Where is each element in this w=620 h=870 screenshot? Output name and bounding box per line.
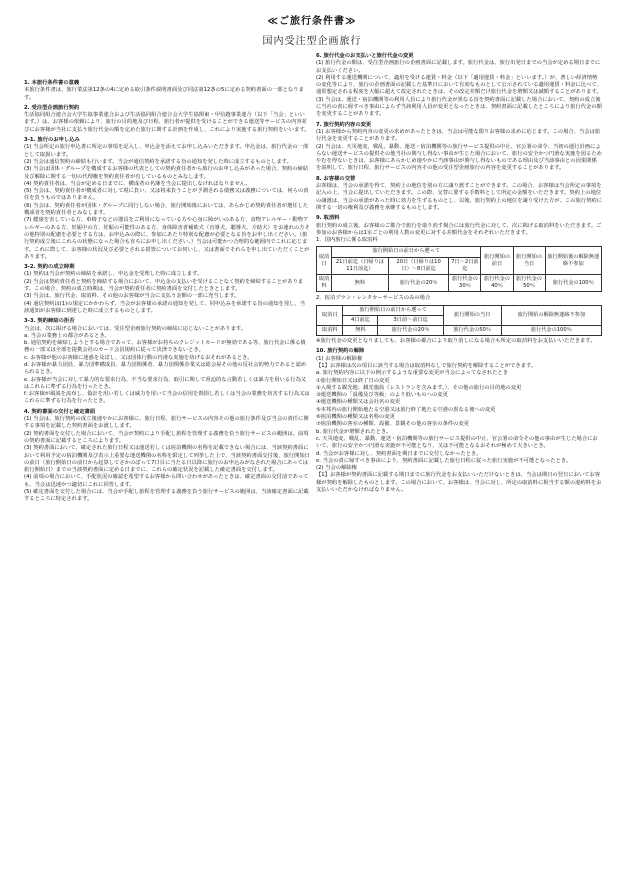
- section-heading: 7. 旅行契約内容の変更: [316, 121, 372, 128]
- paragraph: 1．国内旅行に係る取消料: [316, 237, 378, 244]
- paragraph: (3) 契約書面において、確定された旅行日程又は運送若しくは宿泊機関の名称を記載できない場合には、当該契約書面において利用予定の宿泊機関及び表示上重要な運送機関の名称を限定して列挙した上で、当該契約書面交付後、旅行開始日の前日（旅行開始日の前日から起算してさかのぼって7日目に当たる日以降に旅行のお申込みがなされた場合にあっては旅行開始日）までの当該契約書面に定める日までに、これらの確定状況を記載した確定書面を交付します。: [24, 445, 310, 474]
- paragraph: (1) お客様の解除権: [316, 355, 363, 362]
- table2-fee-cell: 旅行代金の20％: [378, 325, 443, 335]
- table2-col-header: 3日前〜前日迄: [378, 315, 443, 325]
- paragraph: お客様は、当会の承諾を得て、契約上の地位を別の方に譲り渡すことができます。この場合、お客様は当会所定の事項を記入の上、当会に提出していただきます。この際、交替に要する手数料として所定の金額をいただきます。契約上の地位の譲渡は、当会の承諾があった時に効力を生ずるものとし、以後、旅行契約上の地位を譲り受けた方が、この旅行契約に関する一切の権利及び義務を承継するものとします。: [316, 183, 602, 211]
- table1-span-header: 旅行開始日の前日から遡って: [332, 247, 481, 257]
- paragraph: (3) 当会は団体・グループを構成するお客様の代表としての契約責任者から旅行のお申し込みがあった場合、契約の締結及び解除に関する一切の代理権を契約責任者が有しているものとみなします。: [24, 166, 309, 180]
- section-heading: 6. 旅行代金のお支払いと旅行代金の変更: [316, 53, 414, 59]
- paragraph: b. 通信契約を締結しようとする場合であって、お客様がお持ちのクレジットカードが無効である等、旅行代金に係る債務の一部又は全部を提携会社のカード会員規約に従って決済できないとき。: [24, 340, 306, 354]
- left-column: [24, 77, 310, 504]
- table2-col-header: 4日前迄: [343, 315, 378, 325]
- section-heading: 2. 受注型企画旅行契約: [24, 104, 80, 111]
- table2-col-header: 旅行開始の当日: [443, 305, 501, 325]
- paragraph: (1) 当会所定の旅行申込書に所定の事項を記入し、申込金を添えてお申し込みいただきます。申込金は、旅行代金の一部として取扱います。: [24, 144, 309, 158]
- table2-caption: 2．宿泊プラン・レンタカーサービスのみの場合: [316, 295, 431, 302]
- document-subtitle: 国内受注型企画旅行: [262, 35, 362, 47]
- table1-row-label-fee: 取消料: [317, 274, 332, 291]
- paragraph: (2) 当会の解除権: [316, 465, 357, 472]
- paragraph: 本旅行条件書は、旅行業法第12条の4に定める取引条件説明書面及び同法第12条の5に定める契約書面の一部となります。: [24, 87, 304, 101]
- conditions-page: [24, 5, 602, 503]
- table1-fee-cell: 旅行代金の50％: [513, 274, 545, 291]
- paragraph: (2) 契約書面を交付した場合において、当会が契約により手配し旅程を管理する義務を負う旅行サービスの範囲は、前項の契約書面に記載するところによります。: [24, 430, 309, 444]
- section-heading: 1. 本旅行条件書の意義: [24, 80, 80, 86]
- paragraph: (5) 確定書面を交付した場合には、当会が手配し旅程を管理する義務を負う旅行サービスの範囲は、当該確定書面に記載するところに特定されます。: [24, 489, 309, 503]
- table1-fee-cell: 旅行代金の30％: [449, 274, 481, 291]
- document-title: ≪ご旅行条件書≫: [267, 16, 357, 27]
- section-heading: 8. お客様の交替: [316, 175, 356, 182]
- paragraph: ②入場する観光地、観光施設（レストランを含みます。）、その他の旅行の目的地の変更: [316, 384, 522, 391]
- table2-row-label-fee: 取消料: [317, 325, 343, 335]
- paragraph: ⑥宿泊機関の種類又は名称の変更: [316, 414, 395, 421]
- paragraph: ⑤本邦内の旅行開始地たる空港又は旅行終了地たる空港の異なる便への変更: [316, 406, 496, 413]
- paragraph: c. 天災地変、戦乱、暴動、運送・宿泊機関等の旅行サービス提供の中止、官公署の命令その他の事由が生じた場合において、旅行の安全かつ円滑な実施が不可能となり、又は不可能となるおそれが極めて大きいとき。: [316, 435, 598, 450]
- table1-fee-cell: 無料: [332, 274, 389, 291]
- table2-fee-cell: 旅行代金の100％: [501, 325, 601, 335]
- paragraph: f. お客様が風説を流布し、偽計を用い若しくは威力を用いて当会の信用を毀損し若しくは当会の業務を妨害する行為又はこれらに準ずる行為を行ったとき。: [24, 391, 310, 405]
- table1-col-header: 21日前迄（日帰りは11日前迄）: [332, 257, 389, 274]
- paragraph: a. 当会の業務上の都合があるとき。: [24, 332, 110, 339]
- paragraph: d. 当会がお客様に対し、契約書面を期日までに交付しなかったとき。: [316, 450, 482, 457]
- table2-row-label-date: 取消日: [317, 305, 343, 325]
- paragraph: ①旅行開始日又は終了日の変更: [316, 377, 390, 384]
- paragraph: 当会は、次に掲げる場合においては、受注型企画旅行契約の締結に応じないことがあります。: [24, 325, 247, 332]
- paragraph: ④運送機関の種類又は会社名の変更: [316, 399, 401, 406]
- section-heading: 4. 契約書面の交付と確定書面: [24, 408, 96, 415]
- paragraph: (1) お客様から契約内容の変更の求めがあったときは、当会は可能な限りお客様の求めに応じます。この場合、当会は旅行代金を変更することがあります。: [316, 128, 601, 143]
- paragraph: 【1】お客様が契約書面に記載する期日までに旅行代金をお支払いいただけないときは、当会は期日の翌日においてお客様が契約を解除したものとします。この場合において、お客様は、当会に対し、所定の取消料に相当する額の違約料をお支払いいただかなければなりません。: [316, 472, 602, 494]
- paragraph: (2) 当会は、天災地変、戦乱、暴動、運送・宿泊機関等の旅行サービス提供の中止、官公署の命令、当初の運行計画によらない運送サービスの提供その他当社の関与し得ない事由が生じた場合において、旅行の安全かつ円滑な実施を図るためやむを得ないときは、お客様にあらかじめ速やかに当該事由が関与し得ないものである理由及び当該事由との因果関係を説明して、旅行日程、旅行サービスの内容その他の受注型企画旅行の内容を変更することがあります。: [316, 143, 602, 172]
- paragraph: 【1】お客様は次の項目に該当する場合は取消料なしで旅行契約を解除することができます。: [316, 362, 537, 369]
- paragraph: b. 旅行代金が増額されたとき。: [316, 428, 392, 435]
- paragraph: d. お客様が暴力団員、暴力団準構成員、暴力団関係者、暴力団関係企業又は総会屋その他の反社会的勢力であると認められるとき。: [24, 361, 307, 376]
- section-heading: 3-3. 契約締結の拒否: [24, 318, 75, 325]
- paragraph: (2) 当会は契約責任者と契約を締結する場合において、申込金の支払いを受けることなく契約を締結することがあります。この場合、契約の成立時期は、当会が契約責任者に契約書面を交付したときとします。: [24, 278, 304, 293]
- table2-col-header: 旅行開始の解除無連絡不参加: [501, 305, 601, 325]
- paragraph: 生活協同組合連合会大学生協事業連合および生活協同組合連合会大学生協関東・甲信越事業連合（以下「当会」といいます。）は、お客様の依頼により、旅行の目的地及び日程、旅行者が提供を受けることができる運送等サービスの内容並びにお客様が当社に支払う旅行代金の額を定めた旅行に関する計画を作成し、これにより実施する旅行契約をいいます。: [24, 112, 310, 133]
- paragraph: (1) 当会は、旅行契約の成立後速やかにお客様に、旅行日程、旅行サービスの内容その他の旅行条件及び当会の責任に関する事項を記載した契約書面をお渡しします。: [24, 416, 309, 430]
- table1-fee-cell: 旅行代金の20％: [388, 274, 449, 291]
- paragraph: ※旅行代金の変更となりましても、お客様の都合により取り消しになる場合も所定の取消料をお支払いいただきます。: [316, 338, 596, 345]
- paragraph: ③運送機関の「設備及び等級」のより低いものへの変更: [316, 392, 448, 399]
- table1-row-label-date: 取消日: [317, 247, 332, 275]
- paragraph: (4) 通信契約は(1)の規定にかかわらず、当会がお客様の承諾の通知を発して、同申込みを承諾する旨の通知を発し、当該通知がお客様に到達した時に成立するものとします。: [24, 300, 306, 314]
- paragraph: e. お客様が当会に対して暴力的な要求行為、不当な要求行為、取引に関して脅迫的な言動若しくは暴力を用いる行為又はこれらに準ずる行為を行ったとき。: [24, 376, 307, 390]
- table2-fee-cell: 旅行代金の50％: [443, 325, 501, 335]
- cancellation-fee-table-domestic: [316, 246, 602, 292]
- paragraph: (2) 利用する運送機関について、適用を受ける運賃・料金（以下「適用運賃・料金」といいます。）が、著しい経済情勢の変化等により、旅行の企画書面の記載した基準日において有効なものとして公示されている適用運賃・料金に比べて、通常想定される程度を大幅に超えて改定されたときは、その改定差額だけ旅行代金を増額又は減額することがあります。: [316, 74, 602, 96]
- section-heading: 9. 取消料: [316, 215, 340, 222]
- right-column-top: [316, 53, 602, 244]
- paragraph: (7) 健康を害している方、車椅子などの器具をご利用になっている方や心身に障がいのある方、食物アレルギー・動物アレルギーのある方、妊娠中の方、妊娠の可能性のある方、身体障害者補助犬（盲導犬、聴導犬、介助犬）をお連れの方その他特別の配慮を必要とする方は、お申込みの際に、参加にあたり特別な配慮が必要となる旨をお申し出ください。（旅行契約成立後にこれらの状態になった場合も直ちにお申し出ください。）当会は可能かつ合理的な範囲内でこれに応じます。これに際して、お客様の状況及び必要とされる措置についてお伺いし、又は書面でそれらを申し出ていただくことがあります。: [24, 217, 310, 260]
- paragraph: (3) 当会は、運送・宿泊機関等の利用人員により旅行代金が異なる旨を契約書面に記載した場合において、契約の成立後に当社の責に帰すべき事由によらず当該利用人員が変更となったときは、契約書面に記載したところにより旅行代金の額を変更することがあります。: [316, 96, 602, 118]
- cancellation-fee-table-lodging: [316, 305, 602, 337]
- table1-col-header: 7日〜2日前迄: [449, 257, 481, 274]
- paragraph: a. 旅行契約内容に以下の例示するような重要な変更が当会によってなされたとき: [316, 370, 509, 377]
- document-header: [24, 5, 600, 49]
- table1-fee-cell: 旅行代金の100％: [545, 274, 601, 291]
- table1-col-header: 20日（日帰りは10日）〜8日前迄: [388, 257, 449, 274]
- table2-span-header: 旅行開始日の前日から遡って: [343, 305, 443, 315]
- paragraph: (2) 当会は通信契約の締結も行います。当会が通信契約を承諾する旨の通知を発した時に成立するものとします。: [24, 158, 292, 165]
- paragraph: (1) 旅行代金の額は、受注型企画旅行の企画書面に記載します。旅行代金は、旅行出発日までの当会が定める期日までにお支払いください。: [316, 60, 601, 74]
- paragraph: (5) 当会は、契約責任者が構成者に対して現に負い、又は将来負うことが予測される債務又は義務については、何らの責任を負うものではありません。: [24, 188, 309, 202]
- section-heading: 10. 旅行契約の解除: [316, 348, 365, 355]
- paragraph: (4) 前項の場合において、手配状況の確認を希望するお客様から問い合わせがあったときは、確定書面の交付前であっても、当会は迅速かつ適切にこれに回答します。: [24, 474, 309, 488]
- paragraph: 旅行契約の成立後、お客様のご都合で旅行を取り消す場合には旅行代金に対して、次に掲げる取消料をいただきます。ご参加のお客様からは1室ごとの利用人数の変更に対する差額代金をそれぞれいただきます。: [316, 222, 602, 236]
- table2-fee-cell: 無料: [343, 325, 378, 335]
- paragraph: ⑦宿泊機関の客室の種類、設備、景観その他の客室の条件の変更: [316, 421, 470, 428]
- paragraph: e. 当会の責に帰すべき事由により、契約書面に記載した旅行日程に従った旅行実施が不可能となったとき。: [316, 457, 572, 464]
- section-heading: 3-1. 旅行のお申し込み: [24, 137, 80, 144]
- paragraph: (6) 当会は、契約責任者が団体・グループに同行しない場合、旅行開始後においては、あらかじめ契約責任者が選任した構成者を契約責任者とみなします。: [24, 202, 309, 217]
- paragraph: (3) 当会は、旅行代金、取消料、その他のお客様が当会に支払う金額の一部に充当します。: [24, 293, 240, 300]
- right-column-bottom: [316, 338, 602, 494]
- paragraph: (4) 契約責任者は、当会が定める日までに、構成者の名簿を当会に提出しなければなりません。: [24, 180, 251, 187]
- paragraph: (1) 契約は当会が契約の締結を承諾し、申込金を受理した時に成立します。: [24, 271, 203, 278]
- table1-col-header: 旅行開始の前日: [481, 247, 513, 275]
- table1-col-header: 旅行開始後の解除無連絡不参加: [545, 247, 601, 275]
- paragraph: c. お客様が他のお客様に迷惑を及ぼし、又は団体行動の円滑な実施を妨げるおそれがあるとき。: [24, 354, 253, 361]
- table1-fee-cell: 旅行代金の40％: [481, 274, 513, 291]
- right-column: [316, 50, 602, 494]
- section-heading: 3-2. 契約の成立時期: [24, 264, 75, 271]
- table1-col-header: 旅行開始の当日: [513, 247, 545, 275]
